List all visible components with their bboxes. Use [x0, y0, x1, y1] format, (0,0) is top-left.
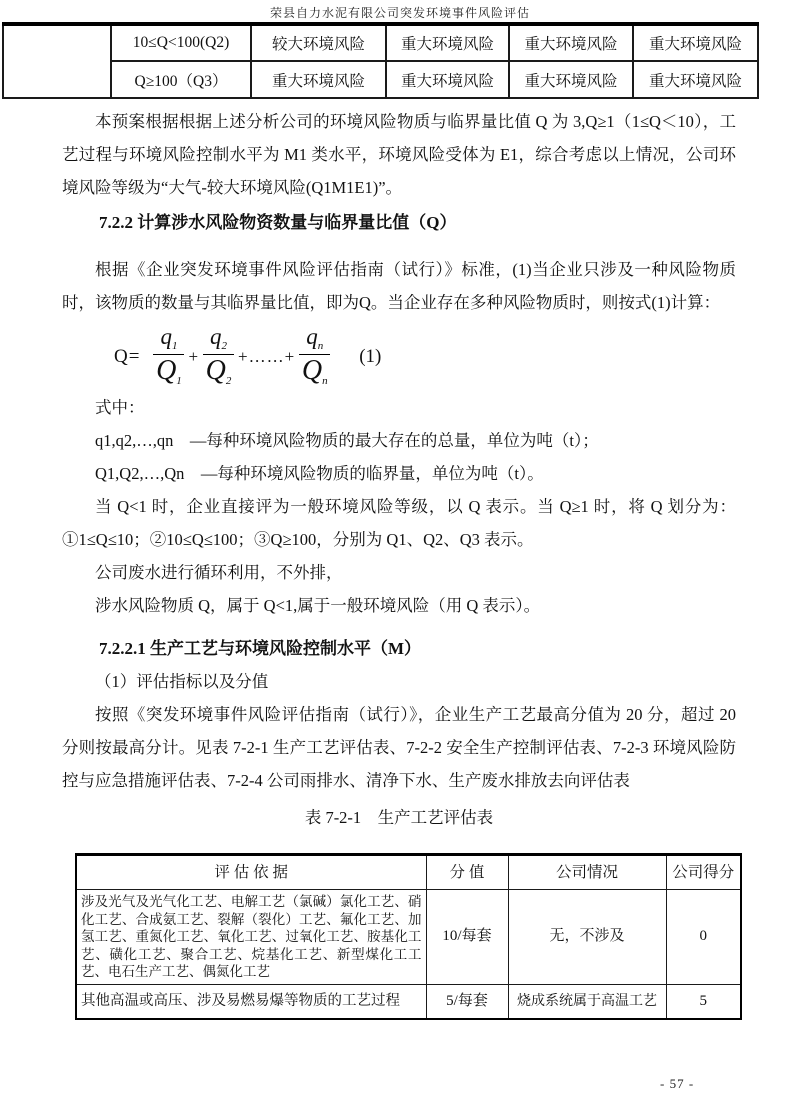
fraction-numerator: $q_2$	[203, 325, 234, 354]
section-heading-7221: 7.2.2.1 生产工艺与环境风险控制水平（M）	[99, 639, 422, 658]
paragraph-guide-standard: 根据《企业突发环境事件风险评估指南（试行）》标准，(1)当企业只涉及一种风险物质时，该物质的数量与其临界量比值，即为Q。当企业存在多种风险物质时，则按式(1)计算：	[62, 260, 736, 312]
q-range-cell: Q≥100（Q3）	[111, 61, 251, 98]
table-row	[76, 890, 741, 985]
points-cell: 0	[666, 890, 741, 985]
variable-definition-Q: Q1,Q2,…,Qn —每种环境风险物质的临界量，单位为吨（t）。	[95, 464, 544, 483]
paragraph-wastewater: 公司废水进行循环利用，不外排，	[95, 563, 343, 582]
score-cell: 10/每套	[426, 890, 508, 985]
process-evaluation-table	[75, 853, 742, 1020]
risk-cell: 重大环境风险	[509, 61, 633, 98]
plus-operator: +	[188, 346, 200, 366]
table-row	[3, 61, 758, 98]
risk-cell: 重大环境风险	[386, 24, 509, 61]
formula-fraction-2	[203, 325, 234, 387]
paragraph-q-classification: 当 Q<1 时，企业直接评为一般环境风险等级，以 Q 表示。当 Q≥1 时，将 Q 划分为：①1≤Q≤10；②10≤Q≤100；③Q≥100，分别为 Q1、Q2、Q3 表示。	[62, 497, 736, 549]
header-situation: 公司情况	[508, 855, 666, 890]
fraction-denominator: $Q_1$	[156, 354, 182, 387]
q-range-cell: 10≤Q<100(Q2)	[111, 24, 251, 61]
table-caption-721: 表 7-2-1 生产工艺评估表	[304, 808, 494, 827]
header-basis: 评 估 依 据	[76, 855, 426, 890]
fraction-denominator: $Q_2$	[205, 354, 232, 387]
situation-cell: 无，不涉及	[508, 890, 666, 985]
paragraph-indicator-title: （1）评估指标以及分值	[95, 672, 269, 691]
risk-cell: 较大环境风险	[251, 24, 386, 61]
risk-cell: 重大环境风险	[633, 61, 758, 98]
basis-cell: 其他高温或高压、涉及易燃易爆等物质的工艺过程	[76, 984, 426, 1019]
formula-where-label: 式中：	[95, 398, 145, 417]
points-cell: 5	[666, 984, 741, 1019]
risk-cell: 重大环境风险	[251, 61, 386, 98]
subscript: 1	[176, 374, 182, 387]
page-number: - 57 -	[660, 1076, 695, 1091]
ellipsis-operator: +……+	[238, 346, 296, 366]
paragraph-conclusion: 本预案根据根据上述分析公司的环境风险物质与临界量比值 Q 为 3,Q≥1（1≤Q＜10），工艺过程与环境风险控制水平为 M1 类水平，环境风险受体为 E1，综合考虑以上情况，公司环境风险等级为“大气-较大环境风险(Q1M1E1)”。	[62, 112, 736, 197]
table-row	[3, 24, 758, 61]
running-header: 荣县自力水泥有限公司突发环境事件风险评估	[269, 6, 530, 20]
risk-cell: 重大环境风险	[386, 61, 509, 98]
subscript: n	[322, 374, 328, 387]
formula-q-equation	[114, 321, 736, 391]
formula-fraction-n	[299, 325, 330, 387]
section-heading-722: 7.2.2 计算涉水风险物资数量与临界量比值（Q）	[99, 213, 457, 232]
fraction-denominator: $Q_n$	[301, 354, 328, 387]
paragraph-score-rules: 按照《突发环境事件风险评估指南（试行）》，企业生产工艺最高分值为 20 分，超过 20 分则按最高分计。见表 7-2-1 生产工艺评估表、7-2-2 安全生产控制评估表、7-2-3 环境风险防控与应急措施评估表、7-2-4 公司雨排水、清净下水、生产废水排放去向评估表	[62, 705, 736, 790]
basis-cell: 涉及光气及光气化工艺、电解工艺（氯碱）氯化工艺、硝化工艺、合成氨工艺、裂解（裂化）工艺、氟化工艺、加氢工艺、重氮化工艺、氧化工艺、过氧化工艺、胺基化工艺、磺化工艺、聚合工艺、烷基化工艺、新型煤化工工艺、电石生产工艺、偶氮化工艺	[76, 890, 426, 985]
table-header-row	[76, 855, 741, 890]
header-points: 公司得分	[666, 855, 741, 890]
body-content	[62, 105, 736, 1020]
formula-lhs: Q=	[114, 345, 141, 367]
header-score: 分 值	[426, 855, 508, 890]
fraction-numerator: $q_n$	[299, 325, 330, 354]
subscript: 2	[225, 374, 232, 387]
fraction-numerator: $q_1$	[153, 325, 184, 354]
paragraph-water-risk: 涉水风险物质 Q，属于 Q<1,属于一般环境风险（用 Q 表示）。	[95, 596, 541, 615]
risk-level-table	[2, 22, 759, 99]
risk-cell: 重大环境风险	[509, 24, 633, 61]
subscript: 1	[171, 339, 178, 352]
situation-cell: 烧成系统属于高温工艺	[508, 984, 666, 1019]
equation-number: (1)	[359, 345, 382, 367]
subscript: 2	[221, 339, 228, 352]
score-cell: 5/每套	[426, 984, 508, 1019]
table-row	[76, 984, 741, 1019]
subscript: n	[317, 339, 324, 352]
risk-cell: 重大环境风险	[633, 24, 758, 61]
empty-merged-cell	[3, 24, 111, 98]
variable-definition-q: q1,q2,…,qn —每种环境风险物质的最大存在的总量，单位为吨（t）；	[95, 431, 599, 450]
formula-fraction-1	[153, 325, 184, 387]
